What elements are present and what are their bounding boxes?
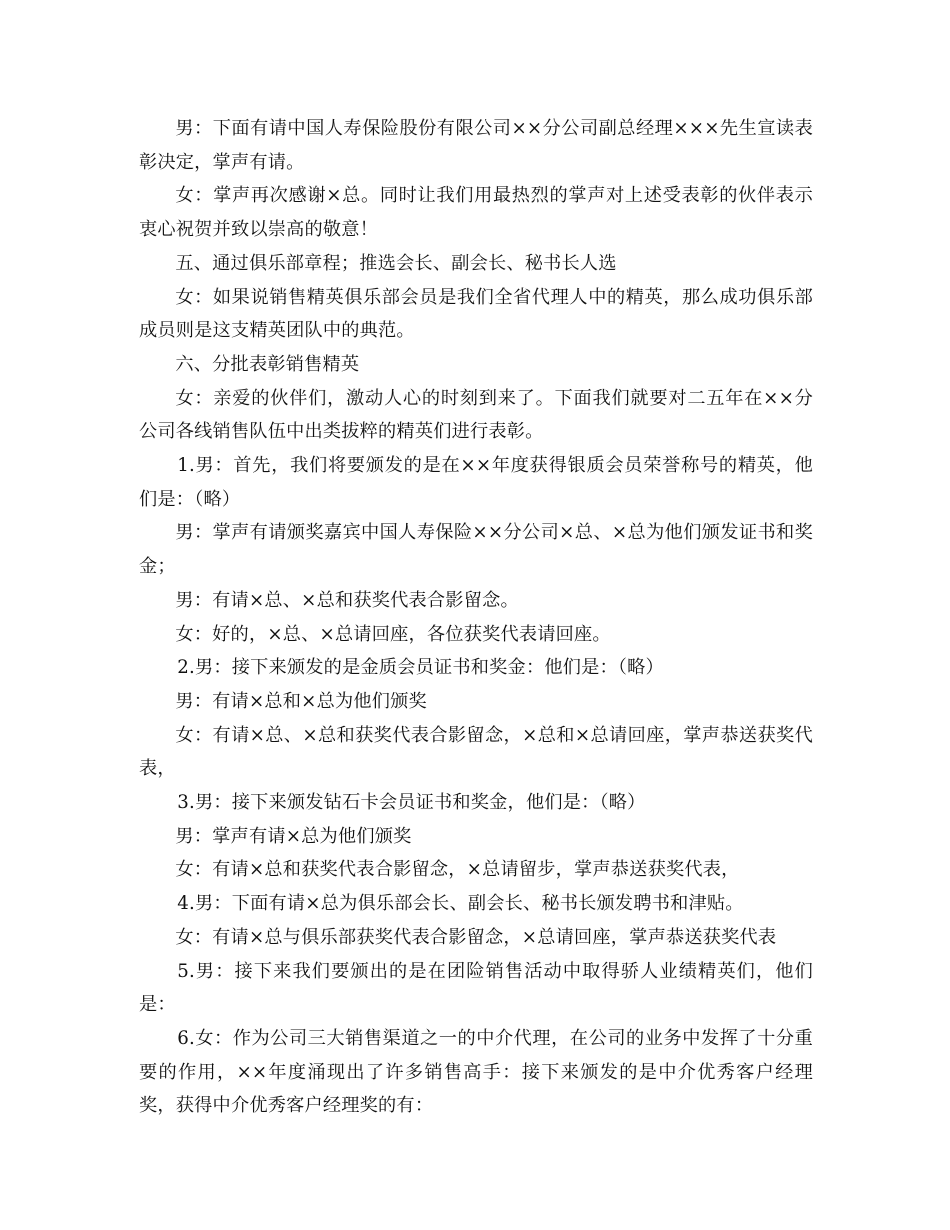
paragraph: 男：掌声有请颁奖嘉宾中国人寿保险××分公司×总、×总为他们颁发证书和奖金； bbox=[139, 522, 813, 578]
numbered-paragraph: 1.男：首先，我们将要颁发的是在××年度获得银质会员荣誉称号的精英，他们是：（略） bbox=[139, 455, 813, 510]
paragraph: 男：有请×总、×总和获奖代表合影留念。 bbox=[175, 589, 519, 611]
paragraph: 女：有请×总、×总和获奖代表合影留念，×总和×总请回座，掌声恭送获奖代表， bbox=[139, 724, 813, 780]
numbered-paragraph: 3.男：接下来颁发钻石卡会员证书和奖金，他们是：（略） bbox=[177, 792, 646, 814]
paragraph: 女：亲爱的伙伴们，激动人心的时刻到来了。下面我们就要对二五年在××分公司各线销售队伍中出类拔粹的精英们进行表彰。 bbox=[139, 387, 813, 443]
paragraph: 女：好的，×总、×总请回座，各位获奖代表请回座。 bbox=[175, 623, 611, 645]
paragraph: 男：有请×总和×总为他们颁奖 bbox=[175, 690, 427, 712]
numbered-paragraph: 4.男：下面有请×总为俱乐部会长、副会长、秘书长颁发聘书和津贴。 bbox=[177, 893, 744, 915]
numbered-paragraph: 2.男：接下来颁发的是金质会员证书和奖金：他们是：（略） bbox=[177, 657, 664, 679]
section-heading: 五、通过俱乐部章程；推选会长、副会长、秘书长人选 bbox=[175, 252, 617, 274]
numbered-paragraph: 5.男：接下来我们要颁出的是在团险销售活动中取得骄人业绩精英们，他们是： bbox=[139, 960, 813, 1016]
paragraph: 男：下面有请中国人寿保险股份有限公司××分公司副总经理×××先生宣读表彰决定，掌声有请。 bbox=[139, 118, 813, 173]
paragraph: 女：掌声再次感谢×总。同时让我们用最热烈的掌声对上述受表彰的伙伴表示衷心祝贺并致以崇高的敬意！ bbox=[139, 185, 813, 241]
paragraph: 女：如果说销售精英俱乐部会员是我们全省代理人中的精英，那么成功俱乐部成员则是这支精英团队中的典范。 bbox=[139, 286, 813, 342]
numbered-paragraph: 6.女：作为公司三大销售渠道之一的中介代理，在公司的业务中发挥了十分重要的作用，××年度涌现出了许多销售高手：接下来颁发的是中介优秀客户经理奖，获得中介优秀客户经理奖的有： bbox=[139, 1027, 813, 1117]
paragraph: 男：掌声有请×总为他们颁奖 bbox=[175, 825, 412, 847]
document-body bbox=[139, 112, 813, 1123]
paragraph: 女：有请×总和获奖代表合影留念，×总请留步，掌声恭送获奖代表， bbox=[175, 859, 740, 881]
paragraph: 女：有请×总与俱乐部获奖代表合影留念，×总请回座，掌声恭送获奖代表 bbox=[175, 926, 777, 948]
section-heading: 六、分批表彰销售精英 bbox=[175, 353, 360, 375]
